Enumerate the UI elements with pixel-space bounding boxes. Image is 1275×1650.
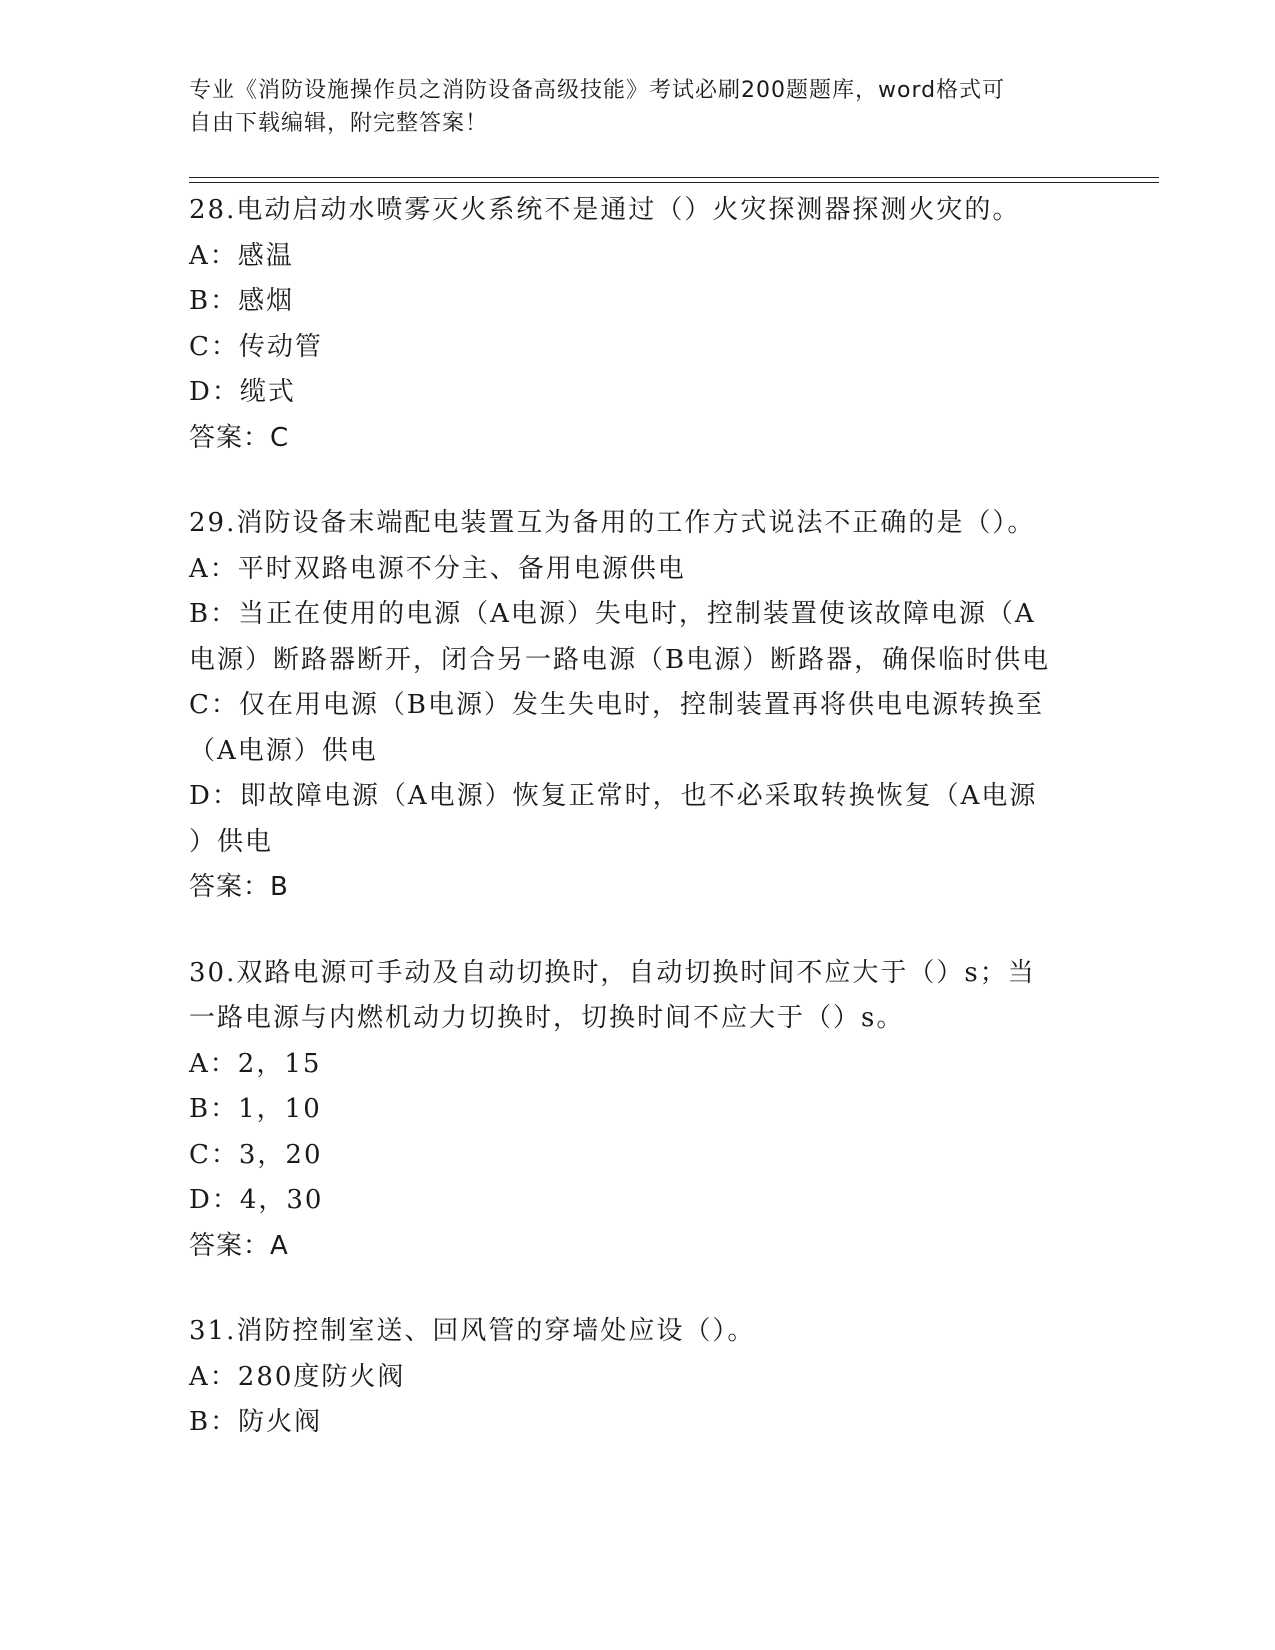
question-stem: 31.消防控制室送、回风管的穿墙处应设（）。: [189, 1316, 756, 1346]
correct-answer: 答案：B: [189, 872, 289, 902]
correct-answer: 答案：A: [189, 1230, 289, 1261]
answer-option: C：传动管: [189, 331, 323, 362]
header-divider-top: [189, 177, 1159, 178]
question-block: [189, 951, 1089, 1270]
question-list: [189, 188, 1089, 1486]
question-stem: 30.双路电源可手动及自动切换时，自动切换时间不应大于（）s；当: [189, 957, 1036, 988]
answer-option: D：4，30: [189, 1185, 324, 1215]
header-line-2: 自由下载编辑，附完整答案！: [189, 111, 489, 136]
header-line-1: 专业《消防设施操作员之消防设备高级技能》考试必刷200题题库，word格式可: [189, 78, 1006, 103]
answer-option: A：平时双路电源不分主、备用电源供电: [189, 553, 686, 584]
answer-option: A：感温: [189, 240, 294, 271]
question-stem: 29.消防设备末端配电装置互为备用的工作方式说法不正确的是（）。: [189, 508, 1036, 538]
question-stem: 28.电动启动水喷雾灭火系统不是通过（）火灾探测器探测火灾的。: [189, 195, 1021, 225]
document-header: [189, 74, 1069, 140]
question-block: [189, 188, 1089, 461]
answer-option: A：2，15: [189, 1048, 322, 1079]
question-block: [189, 1309, 1089, 1446]
answer-option: C：仅在用电源（B电源）发生失电时，控制装置再将供电电源转换至: [189, 690, 1045, 720]
answer-option: B：感烟: [189, 286, 295, 316]
answer-option: 电源）断路器断开，闭合另一路电源（B电源）断路器，确保临时供电: [189, 644, 1051, 675]
answer-option: B：当正在使用的电源（A电源）失电时，控制装置使该故障电源（A: [189, 599, 1036, 629]
question-stem: 一路电源与内燃机动力切换时，切换时间不应大于（）s。: [189, 1003, 905, 1033]
answer-option: A：280度防火阀: [189, 1361, 406, 1392]
correct-answer: 答案：C: [189, 422, 290, 453]
answer-option: D：即故障电源（A电源）恢复正常时，也不必采取转换恢复（A电源: [189, 781, 1038, 811]
answer-option: （A电源）供电: [189, 735, 378, 766]
answer-option: ）供电: [189, 826, 274, 857]
answer-option: B：防火阀: [189, 1407, 323, 1437]
answer-option: C：3，20: [189, 1139, 323, 1170]
answer-option: B：1，10: [189, 1094, 322, 1124]
header-divider-bottom: [189, 182, 1159, 183]
answer-option: D：缆式: [189, 377, 296, 407]
question-block: [189, 501, 1089, 911]
